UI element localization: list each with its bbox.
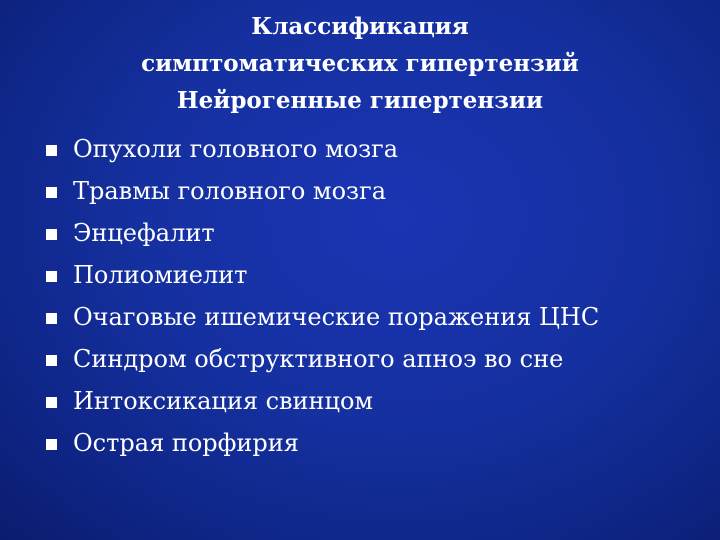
bullet-text: Опухоли головного мозга: [73, 135, 399, 163]
square-bullet-icon: [46, 271, 57, 282]
bullet-item: [46, 338, 599, 380]
square-bullet-icon: [46, 355, 57, 366]
square-bullet-icon: [46, 229, 57, 240]
square-bullet-icon: [46, 439, 57, 450]
square-bullet-icon: [46, 187, 57, 198]
square-bullet-icon: [46, 397, 57, 408]
bullet-item: [46, 170, 599, 212]
title-line-3: Нейрогенные гипертензии: [176, 87, 544, 114]
bullet-text: Полиомиелит: [73, 261, 248, 289]
title-line-2: симптоматических гипертензий: [141, 50, 579, 77]
bullet-item: [46, 422, 599, 464]
slide-title: [110, 8, 610, 119]
bullet-text: Травмы головного мозга: [73, 177, 387, 205]
bullet-item: [46, 212, 599, 254]
square-bullet-icon: [46, 145, 57, 156]
title-line-1: Классификация: [251, 13, 469, 40]
bullet-item: [46, 296, 599, 338]
bullet-text: Энцефалит: [73, 219, 215, 247]
bullet-list: [46, 128, 599, 464]
bullet-item: [46, 254, 599, 296]
square-bullet-icon: [46, 313, 57, 324]
bullet-item: [46, 128, 599, 170]
bullet-text: Синдром обструктивного апноэ во сне: [73, 345, 564, 373]
bullet-text: Интоксикация свинцом: [73, 387, 374, 415]
bullet-text: Острая порфирия: [73, 429, 299, 457]
bullet-text: Очаговые ишемические поражения ЦНС: [73, 303, 600, 331]
bullet-item: [46, 380, 599, 422]
